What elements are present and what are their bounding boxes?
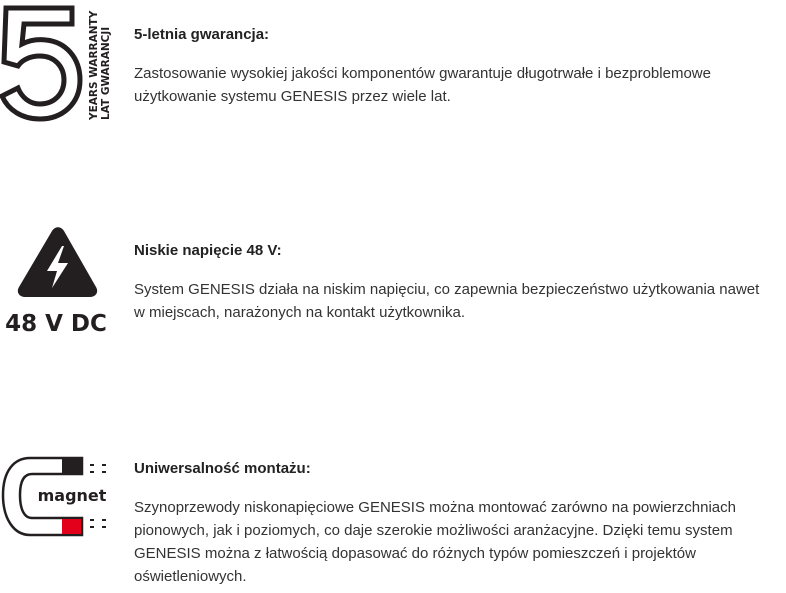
warranty-text-line1: YEARS WARRANTY — [88, 10, 100, 120]
high-voltage-warning-icon — [0, 225, 120, 345]
feature-universal-mounting — [0, 455, 786, 593]
feature-title: 5-letnia gwarancja: — [134, 26, 270, 43]
voltage-label: 48 V DC — [5, 311, 107, 337]
magnet-label: magnet — [37, 486, 107, 505]
feature-title: Uniwersalność montażu: — [134, 460, 311, 477]
feature-low-voltage — [0, 225, 786, 345]
feature-description: Szynoprzewody niskonapięciowe GENESIS można montować zarówno na powierzchniach pionowych, jak i poziomych, co daje szerokie możliwości aranżacyjne. Dzięki temu system GENESIS można z łatwością dopasować do różnych typów pomieszczeń i projektów oświetleniowych. — [134, 499, 736, 585]
feature-title: Niskie napięcie 48 V: — [134, 242, 282, 259]
five-years-warranty-icon — [0, 0, 120, 130]
warranty-text-line2: LAT GWARANCJI — [100, 26, 112, 120]
feature-description: Zastosowanie wysokiej jakości komponentów gwarantuje długotrwałe i bezproblemowe użytkowanie systemu GENESIS przez wiele lat. — [134, 65, 711, 105]
feature-description: System GENESIS działa na niskim napięciu, co zapewnia bezpieczeństwo użytkowania nawet w miejscach, narażonych na kontakt użytkownika. — [134, 281, 760, 321]
magnet-icon — [0, 455, 120, 550]
feature-warranty — [0, 0, 786, 130]
